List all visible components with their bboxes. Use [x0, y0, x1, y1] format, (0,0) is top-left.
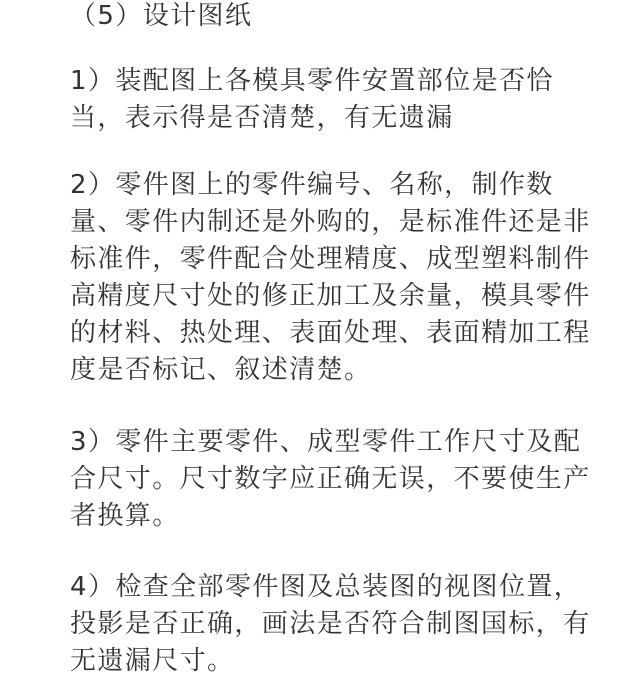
section-title: （5）设计图纸	[70, 1, 253, 31]
paragraph-line: 合尺寸。尺寸数字应正确无误，不要使生产	[70, 464, 591, 494]
paragraph-line: 高精度尺寸处的修正加工及余量，模具零件	[70, 281, 591, 311]
paragraph-2	[70, 167, 591, 389]
paragraph-4	[70, 569, 591, 680]
paragraph-1	[70, 63, 586, 137]
paragraph-line: 3）零件主要零件、成型零件工作尺寸及配	[70, 427, 582, 457]
paragraph-3	[70, 424, 591, 535]
paragraph-line: 1）装配图上各模具零件安置部位是否恰	[70, 66, 554, 96]
paragraph-line: 的材料、热处理、表面处理、表面精加工程	[70, 318, 591, 348]
paragraph-line: 标准件，零件配合处理精度、成型塑料制件	[70, 244, 591, 274]
paragraph-line: 无遗漏尺寸。	[70, 646, 235, 676]
paragraph-line: 量、零件内制还是外购的，是标准件还是非	[70, 207, 591, 237]
paragraph-line: 投影是否正确，画法是否符合制图国标，有	[70, 609, 591, 639]
paragraph-line: 2）零件图上的零件编号、名称，制作数	[70, 170, 554, 200]
paragraph-line: 4）检查全部零件图及总装图的视图位置，	[70, 572, 582, 602]
paragraph-line: 者换算。	[70, 501, 180, 531]
paragraph-line: 当，表示得是否清楚，有无遗漏	[70, 103, 454, 133]
paragraph-line: 度是否标记、叙述清楚。	[70, 355, 372, 385]
